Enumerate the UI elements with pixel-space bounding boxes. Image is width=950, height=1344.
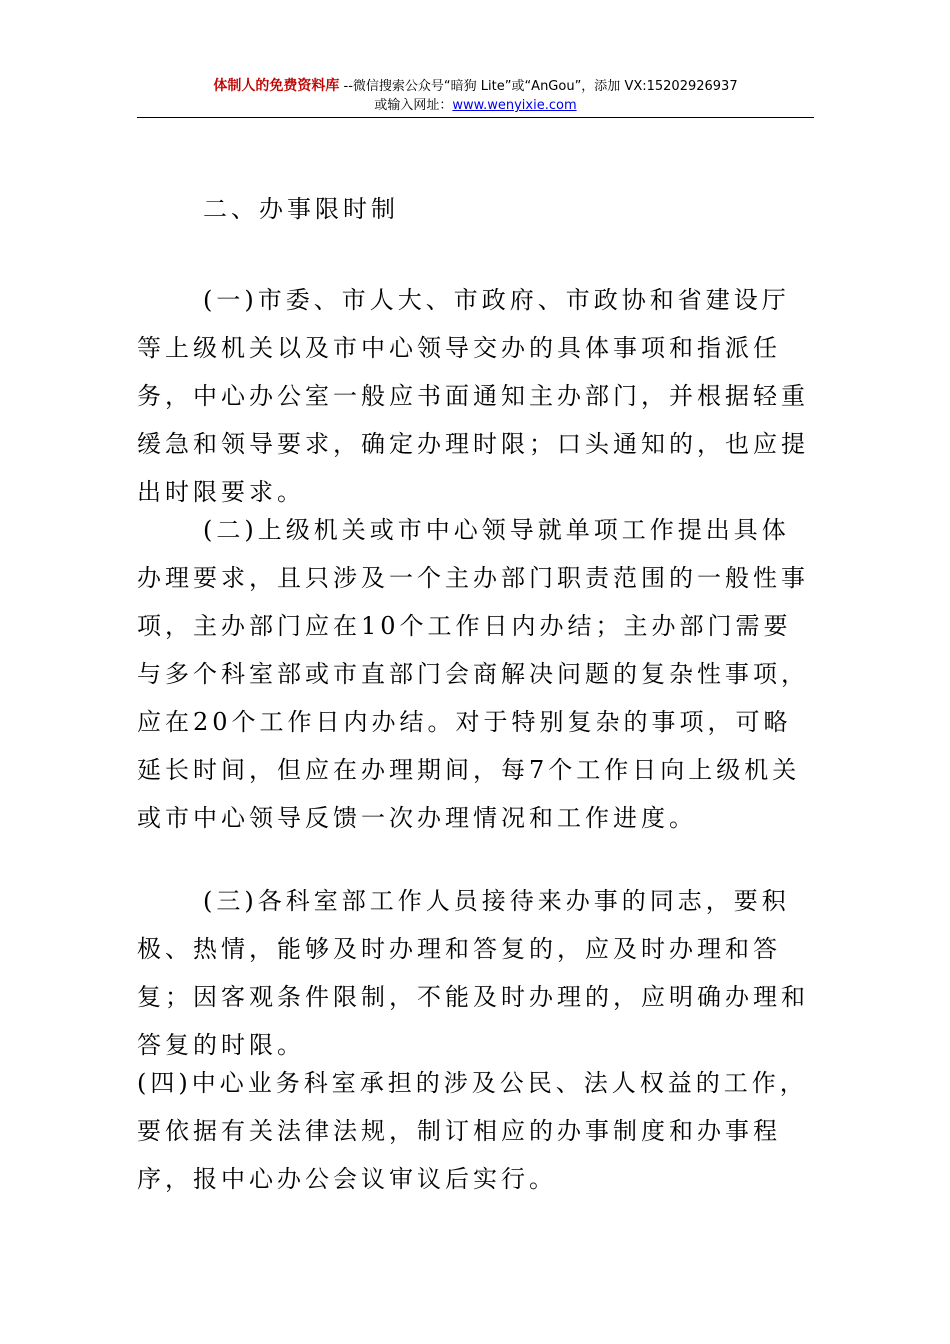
header-brand: 体制人的免费资料库: [213, 78, 340, 94]
section-title: 二、办事限时制: [203, 195, 399, 223]
header-divider: [137, 117, 814, 118]
header-line-2: [137, 97, 814, 115]
header-url-link[interactable]: www.wenyixie.com: [452, 98, 577, 113]
header-description: --微信搜索公众号“暗狗 Lite”或“AnGou”，添加 VX:15202926937: [339, 79, 738, 94]
paragraph-1: (一)市委、市人大、市政府、市政协和省建设厅等上级机关以及市中心领导交办的具体事项和指派任务，中心办公室一般应书面通知主办部门，并根据轻重缓急和领导要求，确定办理时限；口头通知的，也应提出时限要求。: [137, 286, 809, 506]
paragraph-4: (四)中心业务科室承担的涉及公民、法人权益的工作，要依据有关法律法规，制订相应的办事制度和办事程序，报中心办公会议审议后实行。: [137, 1069, 808, 1193]
header-url-prefix: 或输入网址：: [374, 98, 453, 113]
paragraph-3: (三)各科室部工作人员接待来办事的同志，要积极、热情，能够及时办理和答复的，应及时办理和答复；因客观条件限制，不能及时办理的，应明确办理和答复的时限。: [137, 887, 809, 1059]
header-line-1: [137, 76, 814, 97]
paragraph-2: (二)上级机关或市中心领导就单项工作提出具体办理要求，且只涉及一个主办部门职责范围的一般性事项，主办部门应在10个工作日内办结；主办部门需要与多个科室部或市直部门会商解决问题的复杂性事项，应在20个工作日内办结。对于特别复杂的事项，可略延长时间，但应在办理期间，每7个工作日向上级机关或市中心领导反馈一次办理情况和工作进度。: [137, 516, 809, 832]
page-header: [137, 76, 814, 115]
